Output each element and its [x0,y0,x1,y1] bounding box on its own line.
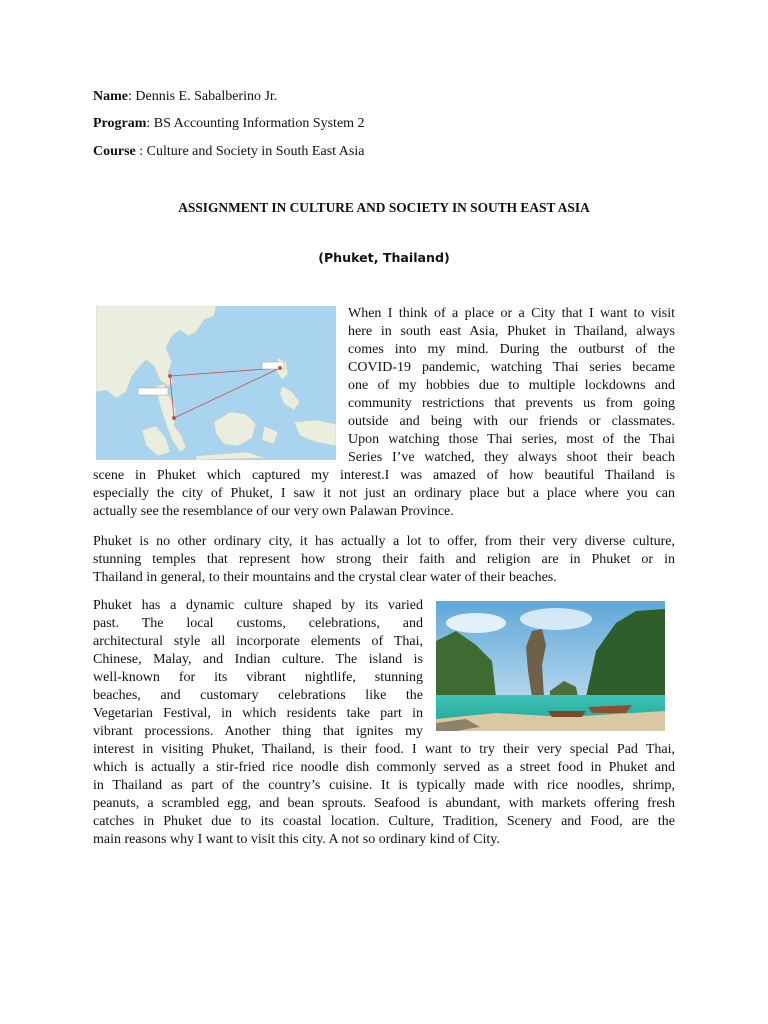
name-value: : Dennis E. Sabalberino Jr. [128,89,278,104]
text-line: which is actually a stir-fried rice noodle dish commonly served as a street food in Phuket and [93,760,675,775]
name-label: Name [93,89,128,104]
name-line [93,88,277,106]
text-line: scene in Phuket which captured my interest.I was amazed of how beautiful Thailand is [93,468,675,483]
paragraph-1-full [93,467,675,521]
text-line: well-known for its vibrant nightlife, stunning [93,670,423,685]
text-line: actually see the resemblance of our very own Palawan Province. [93,504,454,519]
beach-photo-image [436,601,665,731]
text-line: catches in Phuket due to its coastal location. Culture, Tradition, Scenery and Food, are the [93,814,675,829]
course-label: Course [93,144,136,159]
text-line: past. The local customs, celebrations, and [93,616,423,631]
paragraph-3-wrapped [93,597,423,741]
text-line: Thailand in general, to their mountains and the crystal clear water of their beaches. [93,570,557,585]
assignment-title: ASSIGNMENT IN CULTURE AND SOCIETY IN SOUTH EAST ASIA [178,200,590,215]
text-line: here in south east Asia, Phuket in Thailand, always [348,324,675,339]
text-line: Upon watching those Thai series, most of the Thai [348,432,675,447]
course-value: : Culture and Society in South East Asia [135,144,365,159]
paragraph-2 [93,533,675,587]
text-line: comes into my mind. During the outburst of the [348,342,675,357]
text-line: Phuket has a dynamic culture shaped by its varied [93,598,423,613]
paragraph-3-full [93,741,675,849]
text-line: interest in visiting Phuket, Thailand, is their food. I want to try their very special Pad Thai, [93,742,675,757]
text-line: Vegetarian Festival, in which residents take part in [93,706,423,721]
program-line [93,115,365,133]
text-line: main reasons why I want to visit this city. A not so ordinary kind of City. [93,832,500,847]
text-line: outside and being with our friends or classmates. [348,414,675,429]
course-line [93,143,364,161]
text-line: in Thailand as part of the country’s cuisine. It is typically made with rice noodles, shrimp, [93,778,675,793]
text-line: COVID-19 pandemic, watching Thai series became [348,360,675,375]
route-map-image [96,306,336,460]
program-value: : BS Accounting Information System 2 [146,116,365,131]
text-line: community restrictions that prevents us from going [348,396,675,411]
text-line: beaches, and customary celebrations like the [93,688,423,703]
text-line: Series I’ve watched, they always shoot their beach [348,450,675,465]
text-line: architectural style all incorporate elements of Thai, [93,634,423,649]
paragraph-1-wrapped [348,305,675,467]
text-line: peanuts, a scrambled egg, and bean sprouts. Seafood is abundant, with markets offering fresh [93,796,675,811]
text-line: stunning temples that represent how strong their faith and religion are in Phuket or in [93,552,675,567]
text-line: Phuket is no other ordinary city, it has actually a lot to offer, from their very diverse culture, [93,534,675,549]
text-line: When I think of a place or a City that I want to visit [348,306,675,321]
text-line: one of my hobbies due to multiple lockdowns and [348,378,675,393]
text-line: especially the city of Phuket, I saw it not just an ordinary place but a place where you can [93,486,675,501]
text-line: Chinese, Malay, and Indian culture. The island is [93,652,423,667]
program-label: Program [93,116,147,131]
assignment-subtitle: (Phuket, Thailand) [318,250,450,265]
text-line: vibrant processions. Another thing that ignites my [93,724,423,739]
